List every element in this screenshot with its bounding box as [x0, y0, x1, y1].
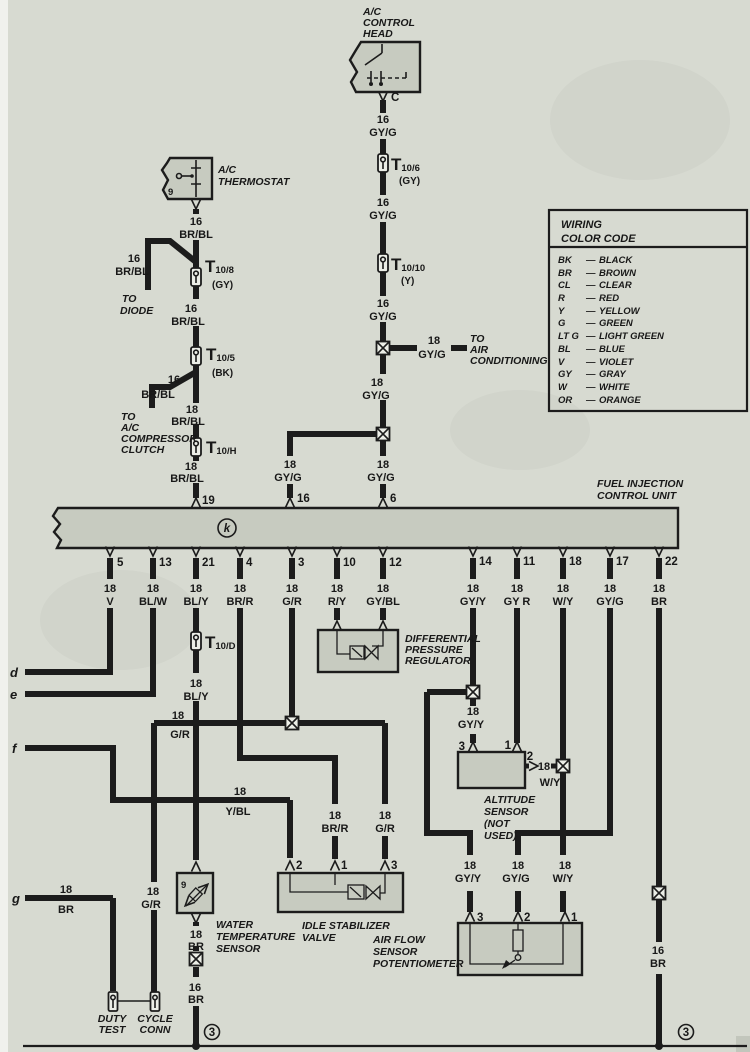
- cycle-conn-label: CONN: [139, 1024, 171, 1036]
- wire-gauge: 18: [376, 583, 390, 595]
- wire-color: BR: [650, 958, 666, 970]
- t-label: T: [205, 257, 216, 276]
- diff-pressure-regulator-label: DIFFERENTIAL: [405, 633, 481, 645]
- wire-color: GY/Y: [457, 719, 485, 731]
- legend-name: WHITE: [599, 382, 630, 393]
- wire-color: GY/G: [369, 311, 397, 323]
- ground-junction-dot: [192, 1042, 200, 1050]
- terminal-f: f: [12, 741, 17, 756]
- legend-name: BLUE: [599, 344, 625, 355]
- altitude-pin-2: 2: [526, 751, 534, 763]
- pin-number-14: 14: [479, 556, 492, 568]
- t-sub: 10/D: [215, 641, 236, 652]
- diff-pressure-regulator-label: REGULATOR: [405, 655, 471, 667]
- wire-gyg-pin16: [290, 434, 376, 498]
- wire-gauge: 18: [556, 583, 570, 595]
- arrow-down-icon: [192, 914, 201, 924]
- legend-dash: —: [586, 318, 596, 329]
- wire-gauge: 16: [651, 945, 665, 957]
- arrow-up-icon: [469, 742, 478, 752]
- arrow-up-icon: [513, 742, 522, 752]
- t10-h-label: [206, 438, 237, 457]
- ac-control-head-label: CONTROL: [363, 17, 415, 29]
- color-code-title: WIRING: [561, 219, 602, 231]
- wire-gauge: 18: [146, 886, 160, 898]
- t10-5-color: (BK): [212, 368, 234, 379]
- legend-dash: —: [586, 369, 596, 380]
- legend-name: CLEAR: [599, 280, 632, 291]
- contact-dot: [379, 82, 383, 86]
- afm-pin-3: 3: [477, 912, 484, 924]
- pin-number-11: 11: [523, 556, 536, 568]
- legend-code: V: [558, 357, 565, 368]
- legend-dash: —: [586, 268, 596, 279]
- wire-color: G/R: [170, 729, 190, 741]
- duty-test-label: TEST: [98, 1024, 126, 1036]
- wire-color: G/R: [282, 596, 302, 608]
- altitude-sensor-label: USED): [484, 830, 517, 842]
- pin-number-4: 4: [246, 557, 253, 569]
- splice: [557, 760, 570, 773]
- wire-gauge: 18: [59, 884, 73, 896]
- pin-number-16: 16: [297, 493, 310, 505]
- pin-number-21: 21: [202, 557, 215, 569]
- wire-gauge: 16: [376, 197, 390, 209]
- t-label: T: [205, 633, 216, 652]
- legend-dash: —: [586, 293, 596, 304]
- to-diode-label: TO: [122, 293, 137, 305]
- legend-code: BL: [558, 344, 571, 355]
- legend-code: W: [558, 382, 567, 393]
- wire-color: W/Y: [552, 596, 574, 608]
- to-diode-label: DIODE: [120, 305, 154, 317]
- wire-gauge: 18: [652, 583, 666, 595]
- pin-number-13: 13: [159, 557, 172, 569]
- contact-dot: [369, 82, 373, 86]
- pin-number-3: 3: [298, 557, 305, 569]
- t10-d-label: [205, 633, 236, 652]
- wire-color: GY/G: [369, 210, 397, 222]
- arrow-up-icon: [514, 912, 523, 922]
- ac-thermostat-label: THERMOSTAT: [218, 176, 290, 188]
- wire-gauge: 18: [171, 710, 185, 722]
- color-code-title: COLOR CODE: [561, 233, 636, 245]
- to-air-conditioning-label: CONDITIONING: [470, 355, 548, 367]
- legend-name: VIOLET: [599, 357, 634, 368]
- ac-thermostat-label: A/C: [218, 164, 237, 176]
- t-label: T: [206, 438, 217, 457]
- arrow-up-icon: [286, 861, 295, 871]
- terminal-d: d: [10, 665, 18, 680]
- t10-8-color: (GY): [212, 280, 234, 291]
- wire-color: W/Y: [552, 873, 574, 885]
- idle-pin-3: 3: [391, 860, 398, 872]
- scan-edge: [0, 0, 8, 1052]
- wire-brbl-to-diode: [148, 241, 196, 290]
- legend-name: BLACK: [599, 255, 633, 266]
- pin-number-22: 22: [665, 556, 678, 568]
- wire-gauge: 18: [376, 459, 390, 471]
- wire-gauge: 16: [376, 114, 390, 126]
- to-compressor-label: CLUTCH: [121, 444, 165, 456]
- t-sub: 10/10: [401, 263, 426, 274]
- pin-number-5: 5: [117, 557, 124, 569]
- arrow-up-icon: [561, 912, 570, 922]
- wire-gauge: 18: [328, 810, 342, 822]
- wire-gauge: 16: [188, 982, 202, 994]
- fuel-injection-label: CONTROL UNIT: [597, 490, 677, 502]
- splice: [377, 342, 390, 355]
- legend-dash: —: [586, 331, 596, 342]
- legend-dash: —: [586, 382, 596, 393]
- wire-gauge: 18: [233, 583, 247, 595]
- wire-color: R/Y: [327, 596, 347, 608]
- duty-test-connector: [109, 992, 118, 1011]
- terminal-e: e: [10, 687, 18, 702]
- legend-dash: —: [586, 255, 596, 266]
- wire-color: V: [106, 596, 114, 608]
- wire-color: GY/Y: [459, 596, 487, 608]
- t-label: T: [391, 255, 402, 274]
- water-temp-number: 9: [181, 880, 187, 891]
- wire-gauge: 18: [466, 583, 480, 595]
- fuel-injection-control-unit-box: [53, 508, 678, 548]
- wire-color: GY/BL: [366, 596, 400, 608]
- splice: [190, 953, 203, 966]
- altitude-sensor-box: [458, 752, 525, 788]
- altitude-sensor-label: (NOT: [484, 818, 510, 830]
- wire-color: BR: [58, 904, 74, 916]
- legend-dash: —: [586, 306, 596, 317]
- fuel-injection-label: FUEL INJECTION: [597, 478, 684, 490]
- paper-mottle: [550, 60, 730, 180]
- splice: [653, 887, 666, 900]
- wire-ry-gybl: [337, 608, 383, 620]
- wire-color: GY/G: [369, 127, 397, 139]
- water-temp-sensor-box: [177, 873, 213, 913]
- to-air-conditioning-label: TO: [470, 333, 485, 345]
- contact-dot: [190, 174, 194, 178]
- to-compressor-label: A/C: [121, 422, 140, 434]
- t-sub: 10/5: [216, 353, 235, 364]
- to-compressor-label: COMPRESSOR: [121, 433, 197, 445]
- legend-code: LT G: [558, 331, 579, 342]
- t10-5-label: [206, 345, 236, 364]
- legend-code: OR: [558, 395, 573, 406]
- wire-gauge: 18: [233, 786, 247, 798]
- legend-code: BR: [558, 268, 572, 279]
- wire-color: BR/BL: [170, 473, 204, 485]
- wire-color: G/R: [141, 899, 161, 911]
- duty-test-label: DUTY: [97, 1013, 127, 1025]
- splice: [286, 717, 299, 730]
- wire-color: BR/R: [226, 596, 254, 608]
- wire-gauge: 18: [427, 335, 441, 347]
- wire-gauge: 18: [463, 860, 477, 872]
- wire-color: BL/Y: [183, 596, 209, 608]
- legend-code: Y: [558, 306, 565, 317]
- wire-f-ybl: [25, 748, 290, 858]
- arrow-up-icon: [192, 862, 201, 872]
- wire-gauge: 18: [558, 860, 572, 872]
- wire-color: GY R: [503, 596, 531, 608]
- legend-code: CL: [558, 280, 571, 291]
- legend-dash: —: [586, 395, 596, 406]
- t-sub: 10/6: [401, 163, 420, 174]
- pin-number-6: 6: [390, 493, 397, 505]
- legend-dash: —: [586, 344, 596, 355]
- t-label: T: [391, 155, 402, 174]
- altitude-pin-1: 1: [504, 740, 511, 752]
- wire-color: GY/Y: [454, 873, 482, 885]
- t10-10-color: (Y): [401, 276, 415, 287]
- connector-t10-10: [378, 254, 388, 272]
- connector-t10-d: [191, 632, 201, 650]
- arrow-up-icon: [192, 498, 201, 508]
- afm-pin-2: 2: [524, 912, 531, 924]
- wire-gauge: 18: [378, 810, 392, 822]
- arrow-down-icon: [192, 200, 201, 210]
- pin-number-17: 17: [616, 556, 629, 568]
- air-flow-potentiometer-label: POTENTIOMETER: [373, 958, 464, 970]
- wire-color: GY/G: [596, 596, 624, 608]
- wire-gauge: 16: [167, 374, 181, 386]
- wire-gauge: 18: [330, 583, 344, 595]
- wire-color: BR/BL: [141, 389, 175, 401]
- wire-gauge: 18: [511, 860, 525, 872]
- altitude-sensor-label: ALTITUDE: [484, 794, 536, 806]
- legend-name: ORANGE: [599, 395, 641, 406]
- wire-color: BR/BL: [115, 266, 149, 278]
- cycle-conn-connector: [151, 992, 160, 1011]
- wire-gauge: 16: [189, 216, 203, 228]
- wire-gauge: 18: [185, 404, 199, 416]
- wire-color: Y/BL: [225, 806, 251, 818]
- wire-gauge: 18: [189, 929, 203, 941]
- paper-mottle: [40, 570, 203, 670]
- wire-color: BR/R: [321, 823, 349, 835]
- wire-color: GY/G: [274, 472, 302, 484]
- t-sub: 10/H: [216, 446, 237, 457]
- idle-pin-2: 2: [296, 860, 303, 872]
- wire-color: GY/G: [502, 873, 530, 885]
- arrow-up-icon: [379, 498, 388, 508]
- t10-6-color: (GY): [399, 176, 421, 187]
- wire-color: GY/G: [362, 390, 390, 402]
- wire-gauge: 18: [603, 583, 617, 595]
- altitude-pin-3: 3: [458, 741, 465, 753]
- t-sub: 10/8: [215, 265, 234, 276]
- connector-t10-5: [191, 347, 201, 365]
- legend-name: GREEN: [599, 318, 633, 329]
- wire-gauge: 18: [283, 459, 297, 471]
- wire-color: GY/G: [367, 472, 395, 484]
- wire-gauge: 18: [510, 583, 524, 595]
- diff-pressure-regulator-box: [318, 630, 398, 672]
- wire-color: BR/BL: [179, 229, 213, 241]
- arrow-up-icon: [466, 912, 475, 922]
- wire-color: BL/W: [138, 596, 168, 608]
- air-flow-potentiometer-label: AIR FLOW: [373, 934, 425, 946]
- t10-10-label: [391, 255, 425, 274]
- ac-control-head-label: HEAD: [363, 28, 393, 40]
- legend-name: LIGHT GREEN: [599, 331, 664, 342]
- idle-stabilizer-valve-label: VALVE: [302, 932, 336, 944]
- pin-number-12: 12: [389, 557, 402, 569]
- wire-gauge: 18: [189, 583, 203, 595]
- wire-color: BR/BL: [171, 416, 205, 428]
- wire-color: BR: [188, 994, 204, 1006]
- pin-number-10: 10: [343, 557, 356, 569]
- pin-number-19: 19: [202, 495, 215, 507]
- legend-dash: —: [586, 357, 596, 368]
- wire-color: BR: [188, 941, 204, 953]
- thermostat-number: 9: [168, 187, 174, 198]
- wire-gauge: 18: [285, 583, 299, 595]
- wire-color: GY/G: [418, 349, 446, 361]
- wire-gauge: 18: [189, 678, 203, 690]
- wire-color: BL/Y: [183, 691, 209, 703]
- splice: [467, 686, 480, 699]
- legend-dash: —: [586, 280, 596, 291]
- arrow-up-icon: [286, 498, 295, 508]
- connector-t10-8: [191, 268, 201, 286]
- wire-color: BR/BL: [171, 316, 205, 328]
- terminal-c-label: C: [391, 92, 400, 104]
- wire-gauge: 16: [127, 253, 141, 265]
- water-temp-sensor-label: TEMPERATURE: [216, 931, 296, 943]
- wire-gauge: 18: [466, 706, 480, 718]
- ground-junction-dot: [655, 1042, 663, 1050]
- air-flow-potentiometer-label: SENSOR: [373, 946, 418, 958]
- altitude-sensor-label: SENSOR: [484, 806, 529, 818]
- water-temp-sensor-label: SENSOR: [216, 943, 261, 955]
- water-temp-sensor-label: WATER: [216, 919, 254, 931]
- idle-pin-1: 1: [341, 860, 348, 872]
- arrow-up-icon: [381, 861, 390, 871]
- t10-6-label: [391, 155, 420, 174]
- cycle-conn-label: CYCLE: [137, 1013, 173, 1025]
- wire-color: G/R: [375, 823, 395, 835]
- wire-gauge: 16: [376, 298, 390, 310]
- wire-color: W/Y: [539, 777, 561, 789]
- wire-gauge: 16: [184, 303, 198, 315]
- connector-t10-6: [378, 154, 388, 172]
- ac-control-head-label: A/C: [363, 6, 382, 18]
- legend-code: R: [558, 293, 565, 304]
- legend-code: G: [558, 318, 566, 329]
- wire-gauge: 18: [103, 583, 117, 595]
- to-compressor-label: TO: [121, 411, 136, 423]
- wire-gauge: 18: [184, 461, 198, 473]
- legend-code: GY: [558, 369, 572, 380]
- idle-stabilizer-valve-label: IDLE STABILIZER: [302, 920, 390, 932]
- legend-code: BK: [558, 255, 572, 266]
- ground-number: 3: [208, 1027, 216, 1039]
- ground-number: 3: [682, 1027, 690, 1039]
- afm-pin-1: 1: [571, 912, 578, 924]
- t10-8-label: [205, 257, 234, 276]
- unit-id-k: k: [223, 523, 231, 535]
- t-label: T: [206, 345, 217, 364]
- legend-name: RED: [599, 293, 620, 304]
- wire-gauge: 18: [146, 583, 160, 595]
- legend-name: BROWN: [599, 268, 636, 279]
- legend-name: YELLOW: [599, 306, 640, 317]
- diff-pressure-regulator-label: PRESSURE: [405, 644, 463, 656]
- ac-control-head-box: [350, 42, 420, 92]
- wire-color: BR: [651, 596, 667, 608]
- legend-name: GRAY: [599, 369, 626, 380]
- terminal-g: g: [12, 891, 20, 906]
- splice: [377, 428, 390, 441]
- wire-gauge: 18: [370, 377, 384, 389]
- pin-number-18: 18: [569, 556, 582, 568]
- wire-gauge: 18: [537, 761, 551, 773]
- arrow-up-icon: [331, 861, 340, 871]
- to-air-conditioning-label: AIR: [470, 344, 489, 356]
- scan-smudge: [736, 1036, 750, 1052]
